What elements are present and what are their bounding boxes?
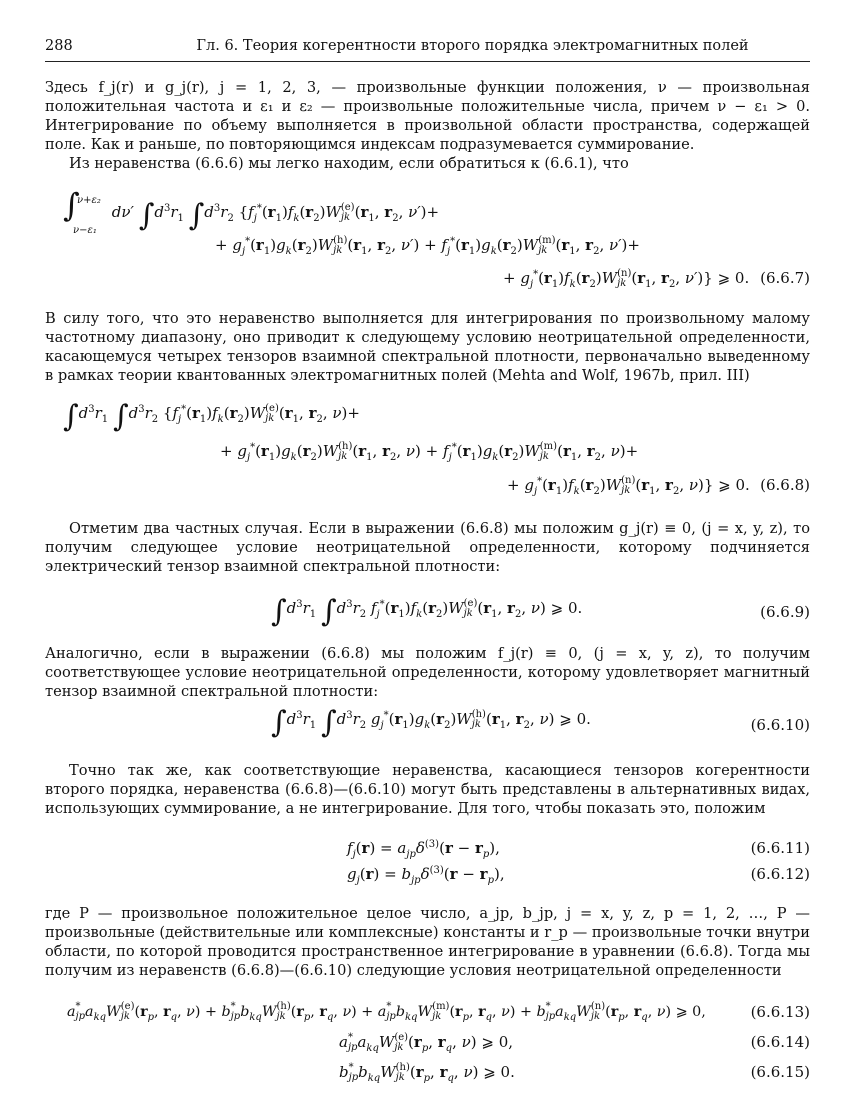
equation-number: (6.6.14) xyxy=(750,1033,810,1051)
equation-6-6-8: $\int d^3r_1$ $\int d^3r_2$ {$f_j^*(r_1)f_k(r_2)W$ (e) jk ($r_1$, $r_2$, ν)+ + $g_j^*(r_1)g_k(r_2)W$ (h) jk ($r_1$, $r_2$, $\nu) + f_j^*(r_1)g_k(r_2)W$ (m) jk ($r_1$, $r_2$, ν)+ + $g_j^*(r_1)f_k(r_2)W$ (n) jk ($r_1$, $r_2$, ν)} ⩾ 0. (6.6.8) xyxy=(63,399,810,497)
equation-number: (6.6.12) xyxy=(750,865,810,883)
equation-number: (6.6.10) xyxy=(750,716,810,734)
equation-number: (6.6.13) xyxy=(750,1003,810,1021)
paragraph-2: Из неравенства (6.6.6) мы легко находим, если обратиться к (6.6.1), что xyxy=(69,155,629,172)
paragraph-6: Точно так же, как соответствующие неравенства, касающиеся тензоров когерентности второго порядка, неравенства (6.6.8)—(6.6.10) могут быть представлены в альтернативных видах, использующих суммирование, а не интегрирование. Для того, чтобы показать это, положим xyxy=(45,762,810,817)
paragraph-1: Здесь f_j(r) и g_j(r), j = 1, 2, 3, — произвольные функции положения, ν — произвольная положительная частота и ε₁ и ε₂ — произвольные положительные числа, причем ν − ε₁ > 0. Интегрирование по объему выполняется в произвольной области пространства, содержащей поле. Как и раньше, по повторяющимся индексам подразумевается суммирование. xyxy=(45,79,810,153)
equation-6-6-7: ∫ ν+ε₂ ν−ε₁ dν′ $\int d^3r_1$ $\int d^3r_2$ {$f_j^*(r_1)f_k(r_2)W$ (e) jk ($r_1$, $r_2$, ν′)+ + $g_j^*(r_1)g_k(r_2)W$ (h) jk ($r_1$, $r_2$, $\nu') + f_j^*(r_1)g_k(r_2)W$ (m) jk ($r_1$, $r_2$, ν′)+ + $g_j^*(r_1)f_k(r_2)W$ (n) jk ($r_1$, $r_2$, ν′)} ⩾ 0. (6.6.7) xyxy=(63,186,810,290)
equation-6-6-14: a * jp $a_{kq}W$ (e) jk ($r_p$, $r_q$, ν) ⩾ 0, (6.6.14) xyxy=(339,1032,810,1054)
paragraph-4: Отметим два частных случая. Если в выражении (6.6.8) мы положим g_j(r) ≡ 0, (j = x, y, z), то получим следующее условие неотрицательной определенности, которому подчиняется электрический тензор взаимной спектральной плотности: xyxy=(45,520,810,575)
running-title: Гл. 6. Теория когерентности второго порядка электромагнитных полей xyxy=(196,38,749,54)
equation-number: (6.6.9) xyxy=(760,603,810,621)
equation-6-6-15: b * jp $b_{kq}W$ (h) jk ($r_p$, $r_q$, ν) ⩾ 0. (6.6.15) xyxy=(339,1062,810,1084)
page-header xyxy=(45,38,810,62)
equation-6-6-9: $\int d^3r_1$ $\int d^3r_2$ $f_j^*(r_1)f_k(r_2)W$ (e) jk ($r_1$, $r_2$, ν) ⩾ 0. (6.6.9) xyxy=(271,594,810,629)
equation-number: (6.6.7) xyxy=(760,269,810,287)
page-number: 288 xyxy=(45,38,73,54)
equation-6-6-10: $\int d^3r_1$ $\int d^3r_2$ $g_j^*(r_1)g_k(r_2)W$ (h) jk ($r_1$, $r_2$, ν) ⩾ 0. (6.6.10) xyxy=(271,705,810,740)
equation-6-6-11: $f_j(r) = a_{jp}\delta^{(3)}(r - r_p)$, (6.6.11) xyxy=(347,839,810,860)
equation-number: (6.6.15) xyxy=(750,1063,810,1081)
equation-number: (6.6.8) xyxy=(760,476,810,494)
paragraph-3: В силу того, что это неравенство выполняется для интегрирования по произвольному малому частотному диапазону, оно приводит к следующему условию неотрицательной определенности, касающемуся четырех тензоров взаимной спектральной плотности, первоначально выведенному в рамках теории квантованных электромагнитных полей (Mehta and Wolf, 1967b, прил. III) xyxy=(45,310,810,384)
paragraph-7: где P — произвольное положительное целое число, a_jp, b_jp, j = x, y, z, p = 1, 2, …, P — произвольные (действительные или комплексные) константы и r_p — произвольные точки внутри области, по которой проводится пространственное интегрирование в уравнении (6.6.8). Тогда мы получим из неравенств (6.6.8)—(6.6.10) следующие условия неотрицательной определенности xyxy=(45,905,810,979)
equation-6-6-12: $g_j(r) = b_{jp}\delta^{(3)}(r - r_p)$, (6.6.12) xyxy=(347,865,810,886)
equation-6-6-13: a * jp $a_{kq}W$ (e) jk ($r_p$, $r_q$, ν) + b * jp $b_{kq}W$ (h) jk ($r_p$, $r_q$, ν) + a * jp $b_{kq}W$ (m) jk ($r_p$, $r_q$, ν) + b * jp $a_{kq}W$ (n) jk ($r_p$, $r_q$, ν) ⩾ 0, (6.6.13) xyxy=(67,1001,810,1023)
paragraph-5: Аналогично, если в выражении (6.6.8) мы положим f_j(r) ≡ 0, (j = x, y, z), то получим соответствующее условие неотрицательной определенности, которому удовлетворяет магнитный тензор взаимной спектральной плотности: xyxy=(45,645,810,700)
book-page xyxy=(45,38,810,1092)
equation-number: (6.6.11) xyxy=(750,839,810,857)
